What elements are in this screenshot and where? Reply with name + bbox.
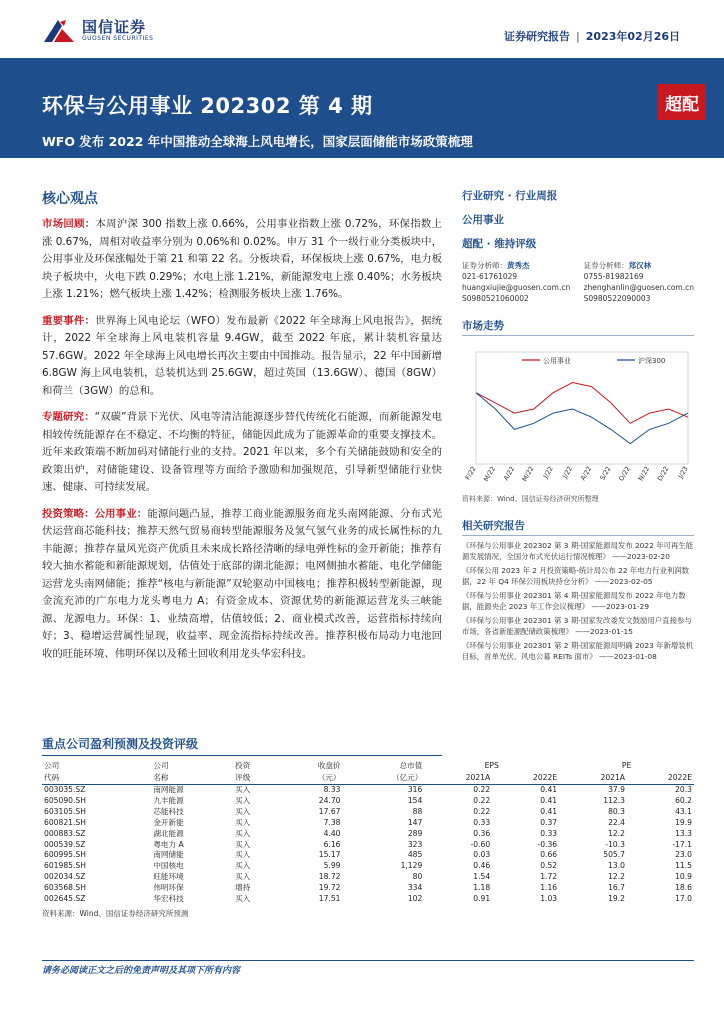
table-cell: 18.6	[675, 883, 692, 893]
table-cell: 23.0	[675, 850, 692, 860]
related-reports-heading: 相关研究报告	[462, 518, 694, 536]
x-tick-label: J/22	[541, 465, 555, 480]
report-meta	[504, 28, 680, 44]
table-row	[42, 850, 694, 861]
table-cell: 24.70	[318, 795, 341, 805]
table-cell: 金开新能	[153, 817, 184, 827]
table-cell: 1.72	[540, 872, 558, 882]
table-cell: 18.72	[318, 872, 341, 882]
table-cell: 605090.SH	[44, 795, 86, 805]
related-report-item[interactable]: 《环保与公用事业 202301 第 3 期-国家发改委发文鼓励用户直接参与市场，各省新能源配储政策梳理》 ——2023-01-15	[462, 616, 692, 636]
table-cell: 0.91	[473, 894, 491, 904]
table-cell: -17.1	[672, 839, 692, 849]
analyst-cert: S0980521060002	[462, 294, 529, 303]
para-special-research: 专题研究：“双碳”背景下光伏、风电等清洁能源逐步替代传统化石能源，而新能源发电相较传统能源存在不稳定、不均衡的特征，储能因此成为了能源革命的重要支撑技术。近年来政策端不断加码对储能行业的支持。2021 年以来，多个有关储能鼓励和安全的政策出炉，对储能建设、设备管理等方面给予激励和加强规范，引导新型储能行业快速、健康、可持续发展。	[42, 411, 443, 493]
table-cell: 003035.SZ	[44, 785, 86, 794]
table-cell: 中国核电	[153, 861, 184, 871]
table-cell: 002645.SZ	[44, 894, 86, 904]
table-cell: 1.18	[473, 883, 491, 893]
table-title: 重点公司盈利预测及投资评级	[42, 735, 442, 756]
table-cell: 买入	[235, 850, 251, 860]
table-cell: 南网储能	[153, 850, 184, 860]
x-tick-label: S/22	[598, 465, 613, 482]
table-cell: 0.52	[540, 861, 558, 871]
analyst-email[interactable]: huangxiujie@guosen.com.cn	[462, 283, 571, 292]
x-tick-label: M/22	[520, 465, 536, 483]
table-cell: 80.3	[608, 806, 626, 816]
logo-cn: 国信证券	[82, 18, 147, 36]
table-cell: 买入	[235, 817, 251, 827]
analyst-card: 证券分析师：黄秀杰 021-61761029 huangxiujie@guosen.com.cn S0980521060002	[462, 261, 571, 303]
table-row	[42, 872, 694, 883]
x-tick-label: J/23	[676, 465, 690, 480]
table-source: 资料来源：Wind、国信证券经济研究所预测	[42, 908, 189, 918]
table-cell: 0.37	[540, 817, 558, 827]
table-cell: 289	[407, 828, 423, 838]
title-banner	[0, 58, 724, 158]
table-cell: 19.9	[675, 817, 692, 827]
divider: |	[576, 30, 580, 43]
table-row	[42, 807, 694, 818]
table-cell: 0.41	[540, 795, 558, 805]
table-cell: 伟明环保	[153, 883, 184, 893]
table-cell: 11.5	[675, 861, 692, 871]
table-cell: 601985.SH	[44, 861, 86, 871]
table-cell: 粤电力 A	[153, 839, 184, 849]
table-cell: 0.46	[473, 861, 491, 871]
table-row	[42, 861, 694, 872]
forecast-table	[42, 760, 694, 905]
table-cell: 0.41	[540, 806, 558, 816]
table-cell: 1.03	[540, 894, 558, 904]
disclaimer-note: 请务必阅读正文之后的免责声明及其项下所有内容	[42, 966, 241, 976]
table-cell: 154	[407, 795, 423, 805]
table-cell: 80	[412, 872, 423, 882]
table-cell: 芯能科技	[153, 806, 184, 816]
page-header	[0, 0, 724, 58]
table-cell: 0.66	[540, 850, 558, 860]
table-row	[42, 840, 694, 851]
table-row	[42, 829, 694, 840]
related-report-item[interactable]: 《环保与公用事业 202301 第 4 期-国家能源局发布 2022 年电力数据，能源央企 2023 年工作会议梳理》 ——2023-01-29	[462, 591, 686, 611]
logo-en: GUOSEN SECURITIES	[82, 35, 154, 42]
x-tick-label: O/22	[617, 465, 632, 483]
table-cell: 600995.SH	[44, 850, 86, 860]
table-row	[42, 883, 694, 894]
analyst-card: 证券分析师：郑汉林 0755-81982169 zhenghanlin@guosen.com.cn S0980522090003	[583, 261, 694, 303]
analyst-list	[462, 260, 694, 304]
legend-label: 沪深300	[638, 357, 666, 365]
table-cell: 19.72	[318, 883, 341, 893]
rating-badge: 超配	[658, 84, 706, 120]
x-tick-label: A/22	[501, 465, 517, 482]
industry-type: 行业研究 · 行业周报	[462, 190, 558, 202]
analyst-name: 黄秀杰	[507, 261, 530, 270]
table-cell: 17.51	[318, 894, 341, 904]
series-line	[476, 383, 688, 424]
chart-source: 资料来源：Wind、国信证券经济研究所整理	[462, 495, 599, 503]
table-cell: 17.0	[675, 894, 692, 904]
table-cell: 334	[407, 883, 423, 893]
x-tick-label: J/22	[560, 465, 575, 480]
table-cell: 0.03	[473, 850, 491, 860]
table-cell: 0.33	[540, 828, 558, 838]
para-investment-strategy: 投资策略：公用事业：能源问题凸显，推荐工商业能源服务商龙头南网能源、分布式光伏运营商芯能科技；推荐天然气贸易商转型能源服务及氢气氢气业务的成长属性标的九丰能源；推荐存量风光资产优质且未来成长路径清晰的绿电弹性标的金开新能；推荐有较大抽水蓄能和新能源规划，估值处于底部的湖北能源；电网侧抽水蓄能、电化学储能运营龙头南网储能；推荐“核电与新能源”双轮驱动中国核电；推荐积极转型新能源，现金流充沛的广东电力龙头粤电力 A；有资金成本、资源优势的新能源运营龙头三峡能源、龙源电力。环保：1、业绩高增，估值较低；2、商业模式改善，运营指标持续向好；3、稳增运营属性显现，收益率、现金流指标持续改善。推荐积极布局动力电池回收的旺能环境、伟明环保以及稀土回收利用龙头华宏科技。	[42, 507, 443, 660]
table-cell: 15.17	[318, 850, 341, 860]
table-cell: 16.7	[608, 883, 626, 893]
table-cell: 60.2	[675, 795, 692, 805]
table-cell: 603105.SH	[44, 806, 86, 816]
table-cell: 买入	[235, 828, 251, 838]
table-cell: 买入	[235, 861, 251, 871]
table-cell: 买入	[235, 806, 251, 816]
related-report-item[interactable]: 《环保公用 2023 年 2 月投资策略-统计局公布 22 年电力行业利润数据，22 年 Q4 环保公用板块持仓分析》 ——2023-02-05	[462, 566, 690, 586]
table-cell: 147	[407, 817, 423, 827]
table-cell: 6.16	[323, 839, 341, 849]
table-cell: 13.3	[675, 828, 692, 838]
analyst-cert: S0980522090003	[583, 294, 651, 303]
table-cell: 505.7	[603, 850, 626, 860]
table-body	[42, 785, 694, 905]
analyst-phone: 021-61761029	[462, 272, 518, 281]
table-cell: 12.2	[608, 828, 626, 838]
para-key-events: 重要事件：世界海上风电论坛（WFO）发布最新《2022 年全球海上风电报告》，据统计，2022 年全球海上风电装机容量 9.4GW，截至 2022 年底，累计装机容量达 57.6GW。2022 年全球海上风电增长再次主要由中国推动。报告显示，22 年中国新增 6.8GW 海上风电装机，总装机达到 25.6GW，超过英国（13.6GW）、德国（8GW）和荷兰（3GW）的总和。	[42, 314, 442, 397]
x-tick-label: A/22	[578, 465, 594, 482]
guosen-logo	[42, 18, 153, 44]
table-cell: 南网能源	[153, 785, 184, 794]
table-cell: 买入	[235, 795, 251, 805]
table-cell: 1.16	[540, 883, 558, 893]
table-cell: 旺能环境	[153, 872, 184, 882]
market-trend-heading: 市场走势	[462, 318, 694, 336]
table-cell: 12.2	[608, 872, 626, 882]
table-cell: 002034.SZ	[44, 872, 86, 882]
table-header-row: 公司 公司 投资 收盘价 总市值 EPS PE	[44, 761, 632, 770]
table-cell: 10.9	[675, 872, 692, 882]
core-view-section	[42, 188, 442, 672]
table-cell: 88	[412, 806, 423, 816]
table-cell: 8.33	[323, 785, 341, 794]
table-cell: 0.36	[473, 828, 491, 838]
table-cell: 603568.SH	[44, 883, 86, 893]
industry-name: 公用事业	[462, 214, 504, 226]
table-cell: 4.40	[323, 828, 341, 838]
table-cell: 0.22	[473, 785, 491, 794]
table-cell: 17.67	[318, 806, 341, 816]
table-cell: 0.22	[473, 806, 491, 816]
guosen-logo-icon	[42, 18, 76, 44]
page-footer	[42, 960, 694, 976]
table-cell: 22.4	[608, 817, 626, 827]
table-cell: -0.36	[537, 839, 558, 849]
table-cell: 0.22	[473, 795, 491, 805]
analyst-email[interactable]: zhenghanlin@guosen.com.cn	[583, 283, 694, 292]
table-cell: 湖北能源	[153, 828, 184, 838]
table-cell: 华宏科技	[153, 894, 184, 904]
table-row	[42, 796, 694, 807]
forecast-table-section	[42, 735, 694, 919]
table-cell: 316	[407, 785, 423, 794]
table-row	[42, 785, 694, 796]
table-cell: 1.54	[473, 872, 491, 882]
table-cell: 买入	[235, 785, 251, 794]
x-tick-label: N/22	[636, 465, 652, 483]
table-cell: 1,129	[400, 861, 423, 871]
x-tick-label: M/22	[482, 465, 498, 483]
sidebar	[462, 188, 694, 665]
table-cell: 37.9	[608, 785, 626, 794]
related-report-item[interactable]: 《环保与公用事业 202302 第 3 期-国家能源局发布 2022 年可再生能源发展情况，全国分布式光伏运行情况梳理》 ——2023-02-20	[462, 541, 694, 561]
table-row	[42, 818, 694, 829]
table-cell: 000883.SZ	[44, 828, 86, 838]
related-reports-list	[462, 540, 694, 662]
table-cell: 600821.SH	[44, 817, 86, 827]
analyst-name: 郑汉林	[628, 261, 652, 270]
series-line	[476, 393, 688, 444]
market-trend-chart	[462, 342, 694, 492]
report-date: 2023年02月26日	[585, 30, 680, 43]
table-cell: 19.2	[608, 894, 626, 904]
table-row	[42, 894, 694, 905]
x-tick-label: F/22	[463, 465, 478, 482]
table-cell: 5.99	[323, 861, 341, 871]
table-cell: -0.60	[470, 839, 491, 849]
report-subtitle: WFO 发布 2022 年中国推动全球海上风电增长，国家层面储能市场政策梳理	[42, 134, 473, 149]
industry-rating: 超配 · 维持评级	[462, 238, 537, 250]
table-cell: 增持	[235, 883, 251, 893]
table-cell: 九丰能源	[153, 795, 184, 805]
table-cell: -10.3	[605, 839, 626, 849]
table-cell: 20.3	[675, 785, 692, 794]
table-cell: 0.41	[540, 785, 558, 794]
table-cell: 000539.SZ	[44, 839, 86, 849]
analyst-phone: 0755-81982169	[583, 272, 644, 281]
table-cell: 102	[407, 894, 423, 904]
x-tick-label: D/22	[655, 465, 671, 483]
table-cell: 买入	[235, 894, 251, 904]
report-type: 证券研究报告	[504, 30, 571, 43]
table-cell: 323	[407, 839, 423, 849]
table-cell: 43.1	[675, 806, 692, 816]
table-cell: 7.38	[323, 817, 341, 827]
table-cell: 买入	[235, 872, 251, 882]
core-view-heading: 核心观点	[42, 191, 98, 207]
table-cell: 485	[407, 850, 423, 860]
table-cell: 13.0	[608, 861, 626, 871]
related-report-item[interactable]: 《环保与公用事业 202301 第 2 期-国家能源局明确 2023 年新增装机目标，首单光伏、风电公募 REITs 面市》 ——2023-01-08	[462, 641, 694, 661]
para-market-review: 市场回顾：本周沪深 300 指数上涨 0.66%，公用事业指数上涨 0.72%，环保指数上涨 0.67%，周相对收益率分别为 0.06%和 0.02%。申万 31 个一级行业分类板块中，公用事业及环保涨幅处于第 21 和第 22 名。分板块看，环保板块上涨 0.67%，电力板块子板块中，火电下跌 0.29%；水电上涨 1.21%，新能源发电上涨 0.40%；水务板块上涨 1.21%；燃气板块上涨 1.42%；检测服务板块上涨 1.76%。	[42, 218, 442, 300]
table-header-row: 代码 名称 评级 （元） （亿元） 2021A 2022E 2021A 2022E	[42, 772, 694, 785]
chart-svg	[462, 342, 694, 492]
table-cell: 0.33	[473, 817, 491, 827]
report-title: 环保与公用事业 202302 第 4 期	[42, 94, 373, 118]
chart-frame	[476, 352, 688, 464]
table-cell: 112.3	[603, 795, 626, 805]
table-cell: 买入	[235, 839, 251, 849]
legend-label: 公用事业	[543, 357, 571, 365]
